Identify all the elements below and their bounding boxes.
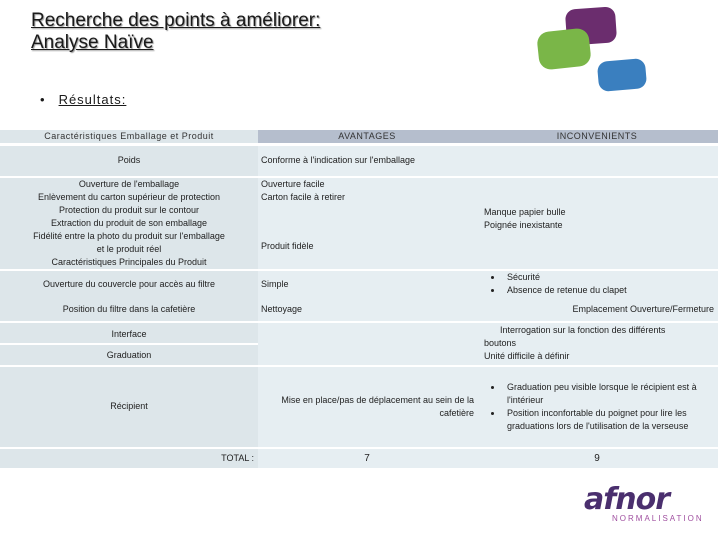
table-row bbox=[0, 298, 718, 322]
cell-filtre: Position du filtre dans la cafetière bbox=[0, 298, 258, 322]
cell-produit-fidele: Produit fidèle bbox=[258, 205, 476, 270]
inconvenient-item: Poignée inexistante bbox=[484, 219, 563, 230]
logo-subtitle: NORMALISATION bbox=[612, 514, 704, 523]
title-line-2: Analyse Naïve bbox=[31, 32, 154, 53]
inconvenient-item: • Sécurité bbox=[503, 271, 715, 284]
emballage-item: Extraction du produit de son emballage bbox=[50, 217, 208, 228]
decorative-shapes bbox=[530, 0, 720, 95]
cell-poids: Poids bbox=[0, 145, 258, 177]
cell-emballage-inconvenient bbox=[476, 177, 718, 270]
inconvenient-item: • Absence de retenue du clapet bbox=[503, 284, 715, 297]
title-line-1: Recherche des points à améliorer: bbox=[31, 10, 321, 31]
cell-emballage-avantage bbox=[258, 177, 476, 205]
table-row bbox=[0, 145, 718, 177]
analysis-table bbox=[0, 130, 718, 468]
cell-filtre-inconvenient: Emplacement Ouverture/Fermeture bbox=[476, 298, 718, 322]
cell-interface-avantage bbox=[258, 322, 476, 366]
emballage-item: Caractéristiques Principales du Produit bbox=[51, 256, 207, 267]
bullet-label: Résultats: bbox=[58, 92, 127, 107]
header-inconvenients: INCONVENIENTS bbox=[476, 130, 718, 145]
header-avantages: AVANTAGES bbox=[258, 130, 476, 145]
table-total-row bbox=[0, 448, 718, 468]
emballage-item: Enlèvement du carton supérieur de protection bbox=[37, 191, 221, 202]
cell-recipient-avantage: Mise en place/pas de déplacement au sein de la cafetière bbox=[258, 366, 476, 448]
inconvenient-item: • Graduation peu visible lorsque le récipient est à l'intérieur bbox=[503, 381, 715, 407]
bullet-icon: • bbox=[40, 92, 45, 107]
avantage-item: Ouverture facile bbox=[261, 179, 325, 190]
total-inconvenients: 9 bbox=[476, 448, 718, 468]
table-row bbox=[0, 322, 718, 366]
emballage-item: Protection du produit sur le contour bbox=[58, 204, 200, 215]
header-characteristics: Caractéristiques Emballage et Produit bbox=[0, 130, 258, 145]
emballage-item: Ouverture de l'emballage bbox=[78, 178, 180, 189]
cell-filtre-avantage: Nettoyage bbox=[258, 298, 476, 322]
graduation-label: Graduation bbox=[106, 349, 152, 360]
total-label: TOTAL : bbox=[0, 448, 258, 468]
inconvenient-item: • Position inconfortable du poignet pour lire les graduations lors de l'utilisation de la verseuse bbox=[503, 407, 715, 433]
table-row bbox=[0, 366, 718, 448]
cell-couvercle: Ouverture du couvercle pour accès au filtre bbox=[0, 270, 258, 298]
avantage-item: Carton facile à retirer bbox=[261, 192, 346, 203]
emballage-item: Fidélité entre la photo du produit sur l'emballage bbox=[33, 230, 225, 241]
cell-recipient: Récipient bbox=[0, 366, 258, 448]
cell-couvercle-inconvenient bbox=[476, 270, 718, 298]
emballage-item: et le produit réel bbox=[96, 243, 162, 254]
total-avantages: 7 bbox=[258, 448, 476, 468]
inconvenient-item: Manque papier bulle bbox=[484, 206, 566, 217]
inconvenient-item: Interrogation sur la fonction des différents bbox=[500, 325, 666, 335]
afnor-logo bbox=[584, 482, 710, 530]
bullet-results bbox=[40, 92, 126, 107]
slide-title bbox=[31, 10, 320, 54]
table-row bbox=[0, 270, 718, 298]
cell-poids-inconvenient bbox=[476, 145, 718, 177]
inconvenient-item: boutons bbox=[484, 338, 517, 348]
table-row bbox=[0, 177, 718, 205]
interface-label: Interface bbox=[0, 323, 258, 345]
inconvenient-item: Unité difficile à définir bbox=[484, 351, 570, 361]
cell-recipient-inconvenient bbox=[476, 366, 718, 448]
cell-poids-avantage: Conforme à l'indication sur l'emballage bbox=[258, 145, 476, 177]
logo-brand: afnor bbox=[584, 482, 670, 517]
table-header-row bbox=[0, 130, 718, 145]
cell-emballage-list bbox=[0, 177, 258, 270]
cell-interface-inconvenient bbox=[476, 322, 718, 366]
cell-couvercle-avantage: Simple bbox=[258, 270, 476, 298]
cell-interface-graduation bbox=[0, 322, 258, 366]
